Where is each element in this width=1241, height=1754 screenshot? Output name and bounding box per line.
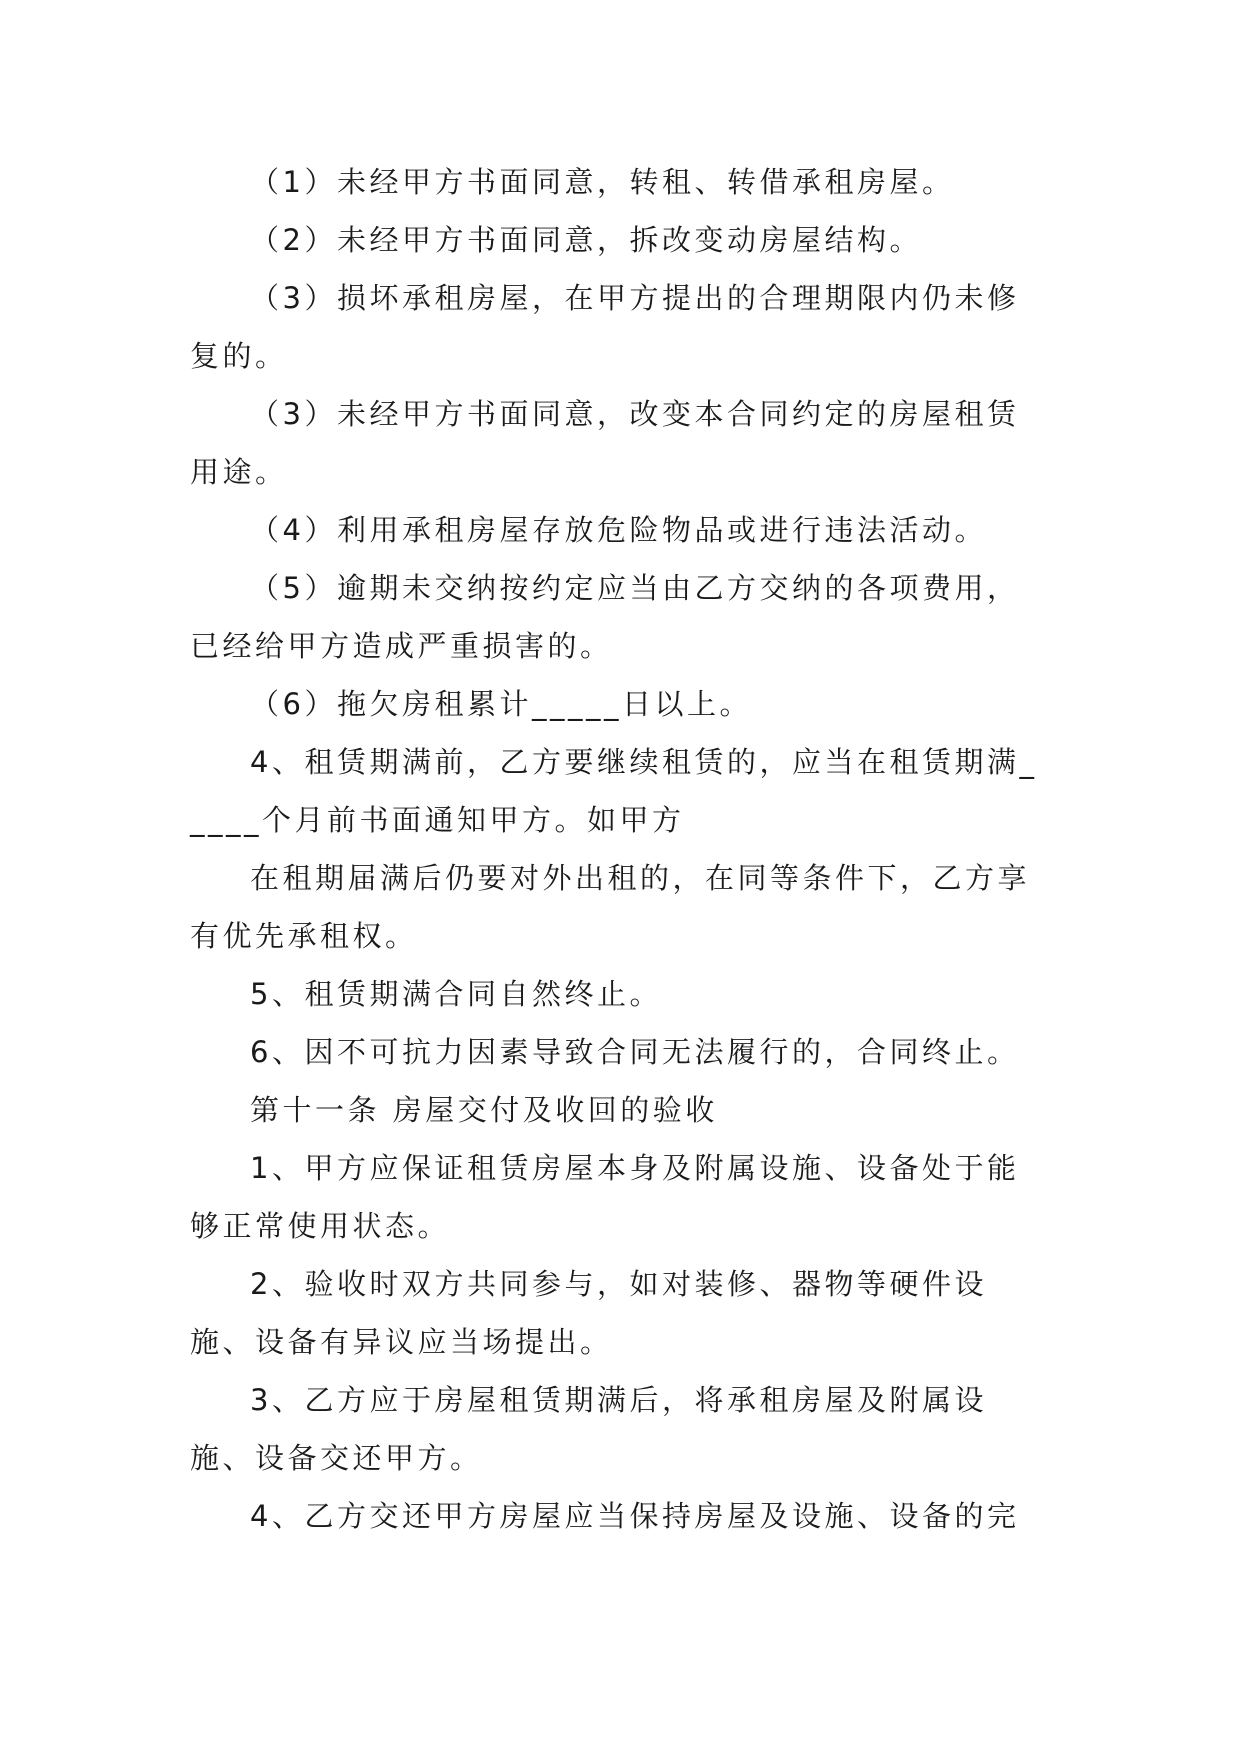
paragraph-force-majeure: 6、因不可抗力因素导致合同无法履行的，合同终止。 <box>250 1035 1020 1069</box>
paragraph-return-condition: 4、乙方交还甲方房屋应当保持房屋及设施、设备的完 <box>250 1499 1020 1533</box>
paragraph-usage-clause: （3）未经甲方书面同意，改变本合同约定的房屋租赁用途。 <box>190 397 1020 489</box>
section-heading-article-11: 第十一条 房屋交付及收回的验收 <box>250 1093 718 1127</box>
paragraph-overdue-fees-clause: （5）逾期未交纳按约定应当由乙方交纳的各项费用，已经给甲方造成严重损害的。 <box>190 571 1020 663</box>
paragraph-return-premises: 3、乙方应于房屋租赁期满后，将承租房屋及附属设施、设备交还甲方。 <box>190 1383 987 1475</box>
paragraph-hazard-clause: （4）利用承租房屋存放危险物品或进行违法活动。 <box>250 513 987 547</box>
paragraph-renewal-notice: 4、租赁期满前，乙方要继续租赁的，应当在租赁期满_____个月前书面通知甲方。如甲方 <box>190 745 1038 837</box>
document-body <box>190 153 1050 1545</box>
paragraph-facilities-guarantee: 1、甲方应保证租赁房屋本身及附属设施、设备处于能够正常使用状态。 <box>190 1151 1020 1243</box>
paragraph-sublease-clause: （1）未经甲方书面同意，转租、转借承租房屋。 <box>250 165 955 199</box>
paragraph-joint-inspection: 2、验收时双方共同参与，如对装修、器物等硬件设施、设备有异议应当场提出。 <box>190 1267 987 1359</box>
paragraph-priority-lease: 在租期届满后仍要对外出租的，在同等条件下，乙方享有优先承租权。 <box>190 861 1031 953</box>
paragraph-structure-clause: （2）未经甲方书面同意，拆改变动房屋结构。 <box>250 223 922 257</box>
paragraph-rent-arrears-clause: （6）拖欠房租累计_____日以上。 <box>250 687 752 721</box>
paragraph-damage-clause: （3）损坏承租房屋，在甲方提出的合理期限内仍未修复的。 <box>190 281 1020 373</box>
paragraph-natural-termination: 5、租赁期满合同自然终止。 <box>250 977 662 1011</box>
